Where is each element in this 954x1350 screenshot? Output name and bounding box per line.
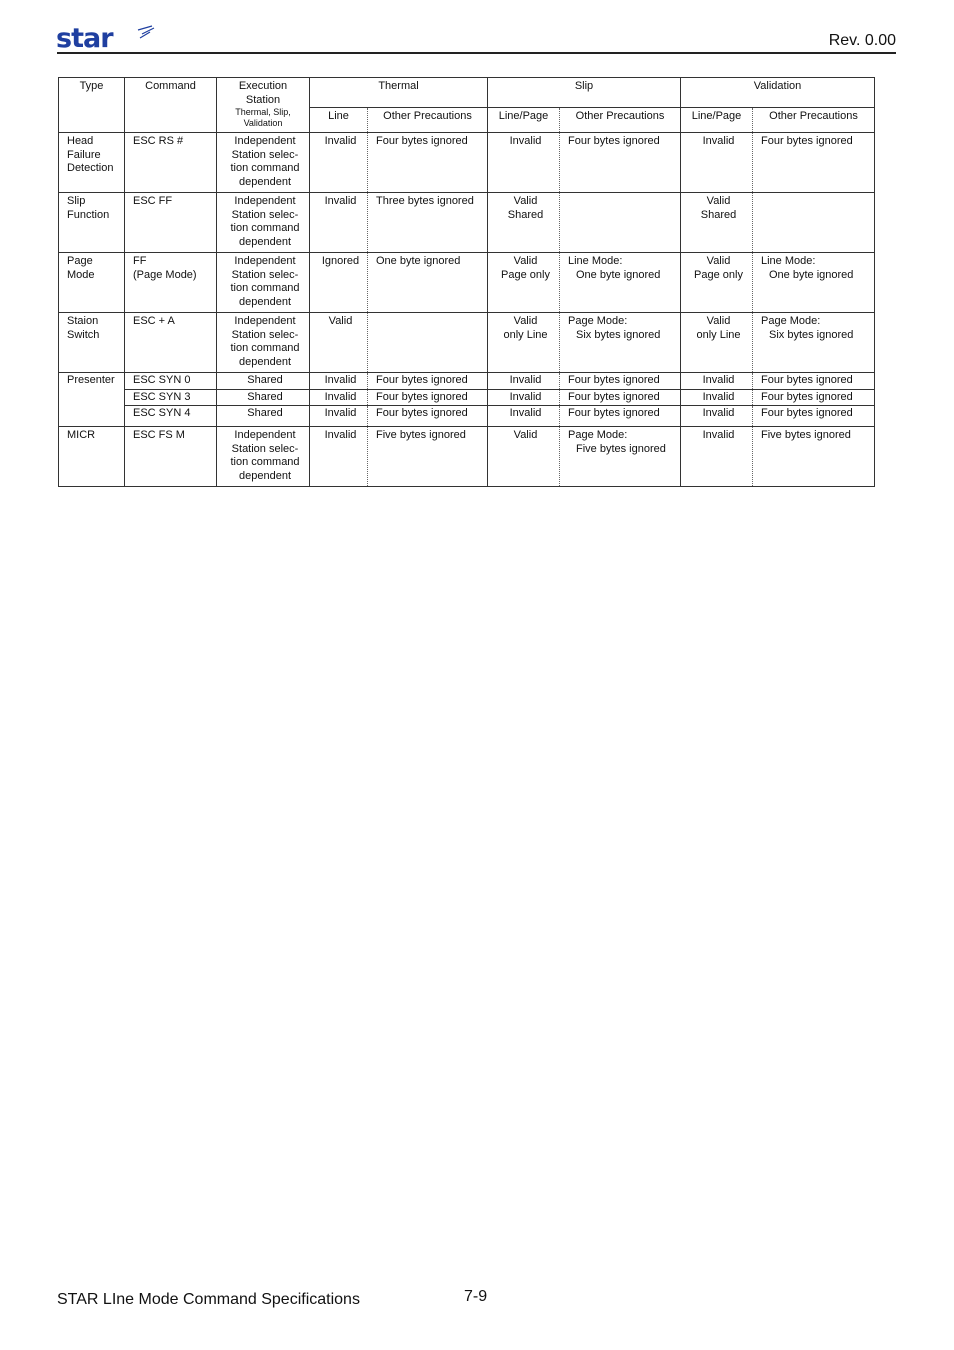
cell-command — [125, 193, 217, 253]
cell-line: Page Mode: — [568, 315, 628, 327]
cell-val-other — [753, 313, 875, 373]
cell-line: dependent — [239, 469, 291, 482]
cell-val-other: Four bytes ignored — [753, 373, 875, 390]
cell-line: Head — [67, 135, 94, 147]
cell-val-line — [681, 193, 753, 253]
cell-line: Mode — [67, 268, 95, 281]
cell-line: Invalid — [324, 429, 357, 441]
cell-exec — [217, 313, 310, 373]
cell-line: MICR — [67, 429, 96, 441]
cell-type: Presenter — [59, 373, 125, 427]
cell-line: Invalid — [324, 195, 357, 207]
header-thermal-other: Other Precautions — [368, 108, 488, 133]
cell-slip-other — [560, 427, 681, 487]
cell-line: Invalid — [509, 135, 542, 147]
cell-thermal-other: Four bytes ignored — [368, 406, 488, 427]
cell-type — [59, 313, 125, 373]
header-slip-line: Line/Page — [488, 108, 560, 133]
cell-val-other: Four bytes ignored — [753, 389, 875, 406]
cell-thermal-other — [368, 253, 488, 313]
cell-line: Five bytes ignored — [376, 429, 466, 441]
cell-exec — [217, 253, 310, 313]
header-slip-other: Other Precautions — [560, 108, 681, 133]
cell-thermal-other — [368, 313, 488, 373]
cell-line: Valid — [706, 255, 731, 267]
cell-line: Page Mode: — [568, 429, 628, 441]
header-thermal: Thermal — [310, 78, 488, 108]
cell-exec — [217, 193, 310, 253]
cell-command — [125, 133, 217, 193]
cell-thermal-other — [368, 427, 488, 487]
cell-command — [125, 427, 217, 487]
cell-line: ESC FF — [133, 195, 173, 207]
cell-slip-other — [560, 313, 681, 373]
cell-line: Switch — [67, 328, 100, 341]
cell-thermal-line: Invalid — [310, 389, 368, 406]
cell-line: ESC FS M — [133, 429, 185, 441]
cell-thermal-other — [368, 133, 488, 193]
cell-thermal-line — [310, 133, 368, 193]
footer-title: STAR LIne Mode Command Specifications — [57, 1291, 360, 1308]
cell-line: Detection — [67, 162, 114, 174]
cell-line: Independent — [234, 429, 296, 441]
cell-line: Independent — [234, 255, 296, 267]
cell-line: Failure — [67, 148, 101, 161]
logo-wordmark: star — [56, 24, 113, 52]
cell-exec: Shared — [217, 373, 310, 390]
cell-line: Six bytes ignored — [576, 328, 661, 341]
cell-line: Five bytes ignored — [761, 429, 851, 441]
cell-slip-other — [560, 133, 681, 193]
cell-line: Page only — [501, 268, 550, 281]
cell-command: ESC SYN 3 — [125, 389, 217, 406]
cell-line: Slip — [67, 195, 86, 207]
cell-line: Page — [67, 255, 93, 267]
cell-slip-other — [560, 193, 681, 253]
cell-thermal-line — [310, 313, 368, 373]
cell-val-other — [753, 193, 875, 253]
cell-exec — [217, 133, 310, 193]
cell-line: One byte ignored — [576, 268, 661, 281]
cell-slip-line: Invalid — [488, 373, 560, 390]
cell-line: Four bytes ignored — [376, 135, 468, 147]
header-validation: Validation — [681, 78, 875, 108]
cell-thermal-other — [368, 193, 488, 253]
cell-line: Valid — [328, 315, 353, 327]
cell-line: dependent — [239, 355, 291, 368]
table-row — [59, 427, 875, 487]
cell-slip-other: Four bytes ignored — [560, 373, 681, 390]
cell-val-other — [753, 427, 875, 487]
cell-line: tion command — [230, 222, 300, 234]
cell-line: Five bytes ignored — [576, 442, 666, 455]
cell-command: ESC SYN 0 — [125, 373, 217, 390]
table-row — [59, 253, 875, 313]
cell-line: ESC + A — [133, 315, 175, 327]
cell-line: only Line — [503, 328, 548, 341]
cell-line: Page only — [694, 268, 743, 281]
cell-val-other: Four bytes ignored — [753, 406, 875, 427]
star-logo — [56, 24, 156, 52]
cell-line: FF — [133, 255, 147, 267]
cell-line: Function — [67, 208, 110, 221]
cell-command — [125, 253, 217, 313]
cell-type — [59, 193, 125, 253]
cell-line: Ignored — [321, 255, 360, 267]
cell-line: Station selec- — [231, 268, 299, 281]
header-type: Type — [59, 78, 125, 133]
cell-line: dependent — [239, 175, 291, 188]
cell-thermal-line — [310, 193, 368, 253]
cell-thermal-line — [310, 253, 368, 313]
header-execution-sub: Thermal, Slip, Validation — [235, 107, 291, 128]
cell-line: Shared — [700, 208, 737, 221]
cell-slip-other: Four bytes ignored — [560, 406, 681, 427]
cell-thermal-line — [310, 427, 368, 487]
command-spec-table — [58, 77, 875, 487]
table-body — [59, 133, 875, 487]
cell-exec: Shared — [217, 389, 310, 406]
cell-line: Staion — [67, 315, 99, 327]
cell-slip-other — [560, 253, 681, 313]
cell-exec: Shared — [217, 406, 310, 427]
header-rule — [57, 52, 896, 54]
cell-line: Valid — [706, 195, 731, 207]
cell-slip-line: Invalid — [488, 389, 560, 406]
header-slip: Slip — [488, 78, 681, 108]
cell-exec — [217, 427, 310, 487]
cell-val-line: Invalid — [681, 373, 753, 390]
header-val-other: Other Precautions — [753, 108, 875, 133]
cell-thermal-line: Invalid — [310, 373, 368, 390]
page-number: 7-9 — [464, 1288, 488, 1305]
cell-line: tion command — [230, 162, 300, 174]
cell-line: tion command — [230, 456, 300, 468]
cell-line: Invalid — [324, 135, 357, 147]
header-thermal-line: Line — [310, 108, 368, 133]
cell-line: Four bytes ignored — [568, 135, 660, 147]
cell-command — [125, 313, 217, 373]
cell-line: Valid — [513, 195, 538, 207]
cell-val-line: Invalid — [681, 406, 753, 427]
cell-command: ESC SYN 4 — [125, 406, 217, 427]
table-row-presenter — [59, 406, 875, 427]
cell-line: Line Mode: — [761, 255, 816, 267]
cell-type — [59, 133, 125, 193]
cell-line: only Line — [696, 328, 741, 341]
cell-line: Independent — [234, 315, 296, 327]
cell-thermal-other: Four bytes ignored — [368, 389, 488, 406]
cell-line: Three bytes ignored — [376, 195, 474, 207]
cell-line: Invalid — [702, 429, 735, 441]
cell-line: dependent — [239, 295, 291, 308]
cell-line: Valid — [513, 429, 538, 441]
cell-line: Shared — [507, 208, 544, 221]
cell-val-other — [753, 253, 875, 313]
cell-slip-line — [488, 253, 560, 313]
table-row — [59, 193, 875, 253]
cell-line: Line Mode: — [568, 255, 623, 267]
cell-line: Station selec- — [231, 148, 299, 161]
cell-line: tion command — [230, 282, 300, 294]
cell-line: Invalid — [702, 135, 735, 147]
cell-thermal-line: Invalid — [310, 406, 368, 427]
cell-val-line: Invalid — [681, 389, 753, 406]
cell-line: ESC RS # — [133, 135, 184, 147]
cell-line: Valid — [513, 315, 538, 327]
cell-thermal-other: Four bytes ignored — [368, 373, 488, 390]
cell-slip-line — [488, 427, 560, 487]
cell-line: One byte ignored — [769, 268, 854, 281]
revision-label: Rev. 0.00 — [828, 32, 896, 49]
cell-slip-line — [488, 193, 560, 253]
cell-line: Independent — [234, 135, 296, 147]
cell-type — [59, 427, 125, 487]
cell-line: Independent — [234, 195, 296, 207]
table-row-presenter — [59, 389, 875, 406]
cell-line: Valid — [513, 255, 538, 267]
cell-line: Four bytes ignored — [761, 135, 853, 147]
cell-slip-line: Invalid — [488, 406, 560, 427]
cell-line: Station selec- — [231, 328, 299, 341]
cell-line: (Page Mode) — [133, 268, 197, 281]
cell-val-line — [681, 253, 753, 313]
header-val-line: Line/Page — [681, 108, 753, 133]
table-row-presenter — [59, 373, 875, 390]
cell-val-line — [681, 427, 753, 487]
cell-line: dependent — [239, 235, 291, 248]
cell-line: Page Mode: — [761, 315, 821, 327]
cell-type — [59, 253, 125, 313]
table-row — [59, 133, 875, 193]
table-row — [59, 313, 875, 373]
cell-slip-line — [488, 313, 560, 373]
header-command: Command — [125, 78, 217, 133]
cell-val-other — [753, 133, 875, 193]
cell-val-line — [681, 313, 753, 373]
cell-val-line — [681, 133, 753, 193]
cell-line: Valid — [706, 315, 731, 327]
cell-line: Station selec- — [231, 442, 299, 455]
cell-line: Six bytes ignored — [769, 328, 854, 341]
cell-line: Station selec- — [231, 208, 299, 221]
cell-slip-line — [488, 133, 560, 193]
cell-line: tion command — [230, 342, 300, 354]
cell-slip-other: Four bytes ignored — [560, 389, 681, 406]
cell-line: One byte ignored — [376, 255, 461, 267]
header-execution-station: Execution Station Thermal, Slip, Validation — [217, 78, 310, 133]
